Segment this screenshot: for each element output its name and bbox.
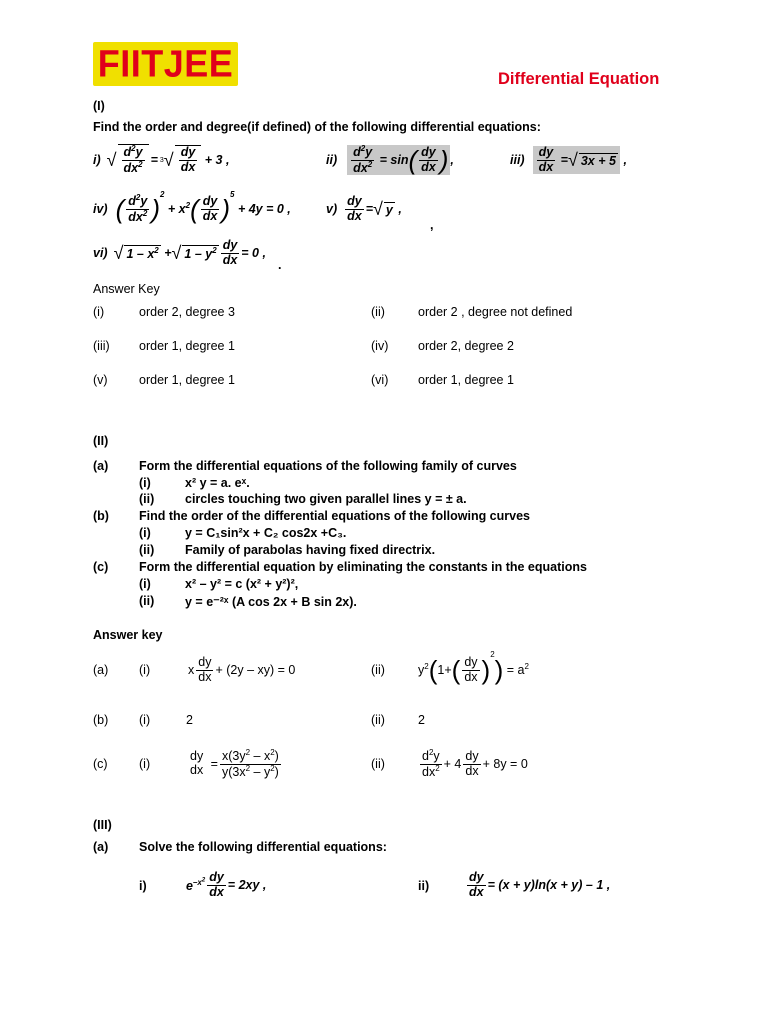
part-a-tag: (a) <box>93 459 109 473</box>
part-a-i: x² y = a. eˣ. <box>185 476 250 490</box>
part-c-tag: (c) <box>93 560 109 574</box>
ans-b-i: 2 <box>186 713 193 727</box>
answer-text: order 2, degree 2 <box>418 339 514 353</box>
section-1-heading: Find the order and degree(if defined) of the following differential equations: <box>93 120 541 134</box>
part-b-tag: (b) <box>93 509 109 523</box>
answer-key-title: Answer Key <box>93 282 160 296</box>
answer-key-2-title: Answer key <box>93 628 163 642</box>
sub-ii: (ii) <box>139 492 155 506</box>
answer-roman: (iv) <box>371 339 389 353</box>
stray-dot: . <box>278 258 282 272</box>
part-c-i: x² – y² = c (x² + y²)², <box>185 577 299 591</box>
ans-c-ii-equation: $\frac{d^2y}{dx^2}$ + 4 $\frac{dy}{dx}$ + 8y = 0 <box>422 747 528 779</box>
ans-a-sub-i: (i) <box>139 663 151 677</box>
ans-b-sub-i: (i) <box>139 713 151 727</box>
sub-ii: (ii) <box>139 543 155 557</box>
ans-a-tag: (a) <box>93 663 109 677</box>
question-3-i-label: i) <box>139 879 147 893</box>
answer-roman: (iii) <box>93 339 110 353</box>
sub-i: (i) <box>139 476 151 490</box>
part-a-ii: circles touching two given parallel lines y = ± a. <box>185 492 467 506</box>
question-1-iv: iv) ( $\frac{d^2y}{dx^2}$ ) $^2$ + $x^2$ ( $\frac{dy}{dx}$ ) $^5$ + 4y = 0 , <box>93 190 291 224</box>
part-c-ii: y = e⁻²ˣ (A cos 2x + B sin 2x). <box>185 595 357 609</box>
ans-a-ii-equation: $y^2$ ( 1+ ( $\frac{dy}{dx}$ ) $^2$ ) = $a^2$ <box>418 650 529 685</box>
section-1-label: (I) <box>93 99 105 113</box>
ans-c-sub-ii: (ii) <box>371 757 385 771</box>
part-b-i: y = C₁sin²x + C₂ cos2x +C₃. <box>185 526 347 540</box>
section-3-heading: Solve the following differential equations: <box>139 840 387 854</box>
answer-text: order 2, degree 3 <box>139 305 235 319</box>
answer-roman: (vi) <box>371 373 389 387</box>
section-3-label: (III) <box>93 818 112 832</box>
section-3-a-tag: (a) <box>93 840 109 854</box>
sub-i: (i) <box>139 526 151 540</box>
question-3-i-equation: $e^{-x^2}$ $\frac{dy}{dx}$ = 2xy , <box>186 869 267 899</box>
ans-c-sub-i: (i) <box>139 757 151 771</box>
sub-ii: (ii) <box>139 594 155 608</box>
ans-b-ii: 2 <box>418 713 425 727</box>
answer-text: order 1, degree 1 <box>418 373 514 387</box>
question-1-vi: vi) √ $1 - x^2$ + √ $1 - y^2$ $\frac{dy}{dx}$ = 0 , <box>93 237 266 267</box>
question-1-iii: iii) $\frac{dy}{dx}$ = √ 3x + 5 , <box>510 144 627 174</box>
part-b-ii: Family of parabolas having fixed directrix. <box>185 543 436 557</box>
answer-text: order 1, degree 1 <box>139 373 235 387</box>
part-b-heading: Find the order of the differential equations of the following curves <box>139 509 530 523</box>
ans-c-i-equation: dy dx = $\frac{x(3y^2 - x^2)}{y(3x^2 - y^2)}$ <box>190 747 279 779</box>
stray-comma: , <box>430 218 434 232</box>
part-c-heading: Form the differential equation by eliminating the constants in the equations <box>139 560 587 574</box>
question-1-i: i) √ $\frac{d^2y}{dx^2}$ = 3 √ $\frac{dy}{dx}$ + 3 , <box>93 144 230 176</box>
section-2-label: (II) <box>93 434 109 448</box>
ans-a-i-equation: x $\frac{dy}{dx}$ + (2y – xy) = 0 <box>188 654 296 684</box>
ans-a-sub-ii: (ii) <box>371 663 385 677</box>
answer-text: order 1, degree 1 <box>139 339 235 353</box>
page-title: Differential Equation <box>498 70 660 88</box>
part-a-heading: Form the differential equations of the following family of curves <box>139 459 517 473</box>
question-3-ii-equation: $\frac{dy}{dx}$ = (x + y)ln(x + y) – 1 , <box>469 869 611 899</box>
answer-roman: (v) <box>93 373 108 387</box>
ans-b-tag: (b) <box>93 713 109 727</box>
logo-text: FIITJEE <box>97 41 234 85</box>
fiitjee-logo <box>93 42 238 86</box>
question-3-ii-label: ii) <box>418 879 430 893</box>
ans-c-tag: (c) <box>93 757 108 771</box>
question-1-v: v) $\frac{dy}{dx}$ = √ y , <box>326 193 402 223</box>
answer-roman: (i) <box>93 305 105 319</box>
answer-roman: (ii) <box>371 305 385 319</box>
answer-text: order 2 , degree not defined <box>418 305 573 319</box>
ans-b-sub-ii: (ii) <box>371 713 385 727</box>
sub-i: (i) <box>139 577 151 591</box>
question-1-ii: ii) $\frac{d^2y}{dx^2}$ = sin ( $\frac{dy}{dx}$ ) , <box>326 143 454 175</box>
